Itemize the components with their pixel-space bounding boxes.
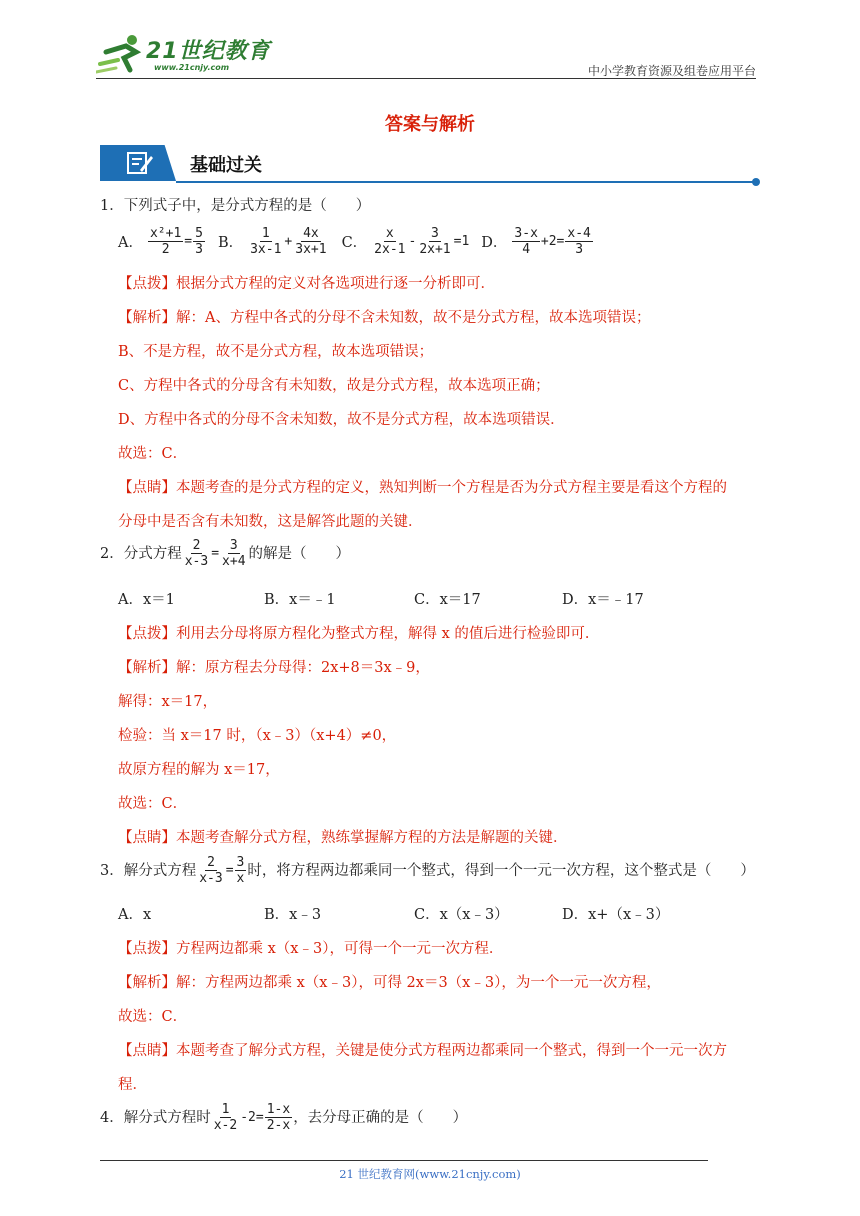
- q2-option-b: B．x＝﹣1: [264, 592, 336, 608]
- platform-name: 中小学教育资源及组卷应用平台: [587, 64, 756, 78]
- footer-text: 21 世纪教育网(www.21cnjy.com): [339, 1167, 521, 1181]
- q3-hint: 【点拨】方程两边都乘 x（x﹣3），可得一个一元一次方程．: [118, 941, 504, 957]
- q1-hint: 【点拨】根据分式方程的定义对各选项进行逐一分析即可．: [118, 276, 495, 292]
- q1-review-2: 分母中是否含有未知数，这是解答此题的关键．: [118, 514, 423, 530]
- q2-analysis-2: 解得：x＝17，: [118, 694, 218, 710]
- q3-option-c: C．x（x﹣3）: [414, 907, 509, 923]
- q2-analysis-5: 故选：C．: [118, 796, 188, 812]
- header-rule: [96, 78, 756, 79]
- section-banner: [100, 145, 760, 185]
- q1-option-b: B． $\frac{1}{3x-1}$ + $\frac{4x}{3x+1}$: [217, 226, 327, 257]
- q1-review-1: 【点睛】本题考查的是分式方程的定义，熟知判断一个方程是否为分式方程主要是看这个方程的: [118, 480, 727, 496]
- page-title: 答案与解析: [385, 114, 475, 135]
- q1-analysis-5: 故选：C．: [118, 446, 188, 462]
- q3-option-d: D．x+（x﹣3）: [562, 907, 670, 923]
- edit-note-icon: [126, 150, 154, 176]
- footer-rule: [100, 1160, 708, 1161]
- q2-option-c: C．x＝17: [414, 592, 481, 608]
- logo-icon: [96, 32, 148, 76]
- q1-analysis-1: 【解析】解：A、方程中各式的分母不含未知数，故不是分式方程，故本选项错误；: [118, 310, 651, 326]
- q1-option-d: D． $\frac{3-x}{4}$ +2= $\frac{x-4}{3}$: [481, 226, 591, 257]
- q3-analysis-2: 故选：C．: [118, 1009, 188, 1025]
- q1-analysis-4: D、方程中各式的分母不含未知数，故不是分式方程，故本选项错误．: [118, 412, 565, 428]
- header: [96, 28, 756, 80]
- q2-stem: 2．分式方程 $\frac{2}{x-3}$ = $\frac{3}{x+4}$ 的解是（ ）: [100, 538, 351, 569]
- q1-option-a: A． $\frac{\text{x²+1}}{2}$ = $\frac{5}{3}$: [118, 226, 203, 257]
- section-title: 基础过关: [190, 155, 262, 176]
- q2-analysis-4: 故原方程的解为 x＝17，: [118, 762, 280, 778]
- q1-analysis-2: B、不是方程，故不是分式方程，故本选项错误；: [118, 344, 434, 360]
- logo-text: 21世纪教育: [146, 39, 271, 64]
- q3-option-b: B．x﹣3: [264, 907, 322, 923]
- q3-analysis-1: 【解析】解：方程两边都乘 x（x﹣3），可得 2x＝3（x﹣3），为一个一元一次方程，: [118, 975, 661, 991]
- q2-analysis-1: 【解析】解：原方程去分母得：2x+8＝3x﹣9，: [118, 660, 430, 676]
- q3-stem: 3．解分式方程 $\frac{2}{x-3}$ = $\frac{3}{x}$ 时，将方程两边都乘同一个整式，得到一个一元一次方程，这个整式是（ ）: [100, 855, 755, 886]
- q4-stem: 4．解分式方程时 $\frac{1}{x-2}$ -2= $\frac{1-x}{2-x}$ ，去分母正确的是（ ）: [100, 1102, 468, 1133]
- q1-option-c: C． $\frac{x}{2x-1}$ - $\frac{3}{2x+1}$ =1: [341, 226, 470, 257]
- q3-review-2: 程．: [118, 1077, 147, 1093]
- q2-option-a: A．x＝1: [118, 592, 175, 608]
- q2-review: 【点睛】本题考查解分式方程，熟练掌握解方程的方法是解题的关键．: [118, 830, 568, 846]
- q3-option-a: A．x: [118, 907, 152, 923]
- q1-options: [118, 226, 606, 257]
- q1-analysis-3: C、方程中各式的分母含有未知数，故是分式方程，故本选项正确；: [118, 378, 550, 394]
- q3-review-1: 【点睛】本题考查了解分式方程，关键是使分式方程两边都乘同一个整式，得到一个一元一次方: [118, 1043, 727, 1059]
- q2-analysis-3: 检验：当 x＝17 时，（x﹣3）（x+4）≠0，: [118, 728, 397, 744]
- logo-url: www.21cnjy.com: [154, 63, 230, 72]
- q2-option-d: D．x＝﹣17: [562, 592, 644, 608]
- q2-hint: 【点拨】利用去分母将原方程化为整式方程，解得 x 的值后进行检验即可．: [118, 626, 600, 642]
- q1-stem: 1．下列式子中，是分式方程的是（ ）: [100, 198, 371, 214]
